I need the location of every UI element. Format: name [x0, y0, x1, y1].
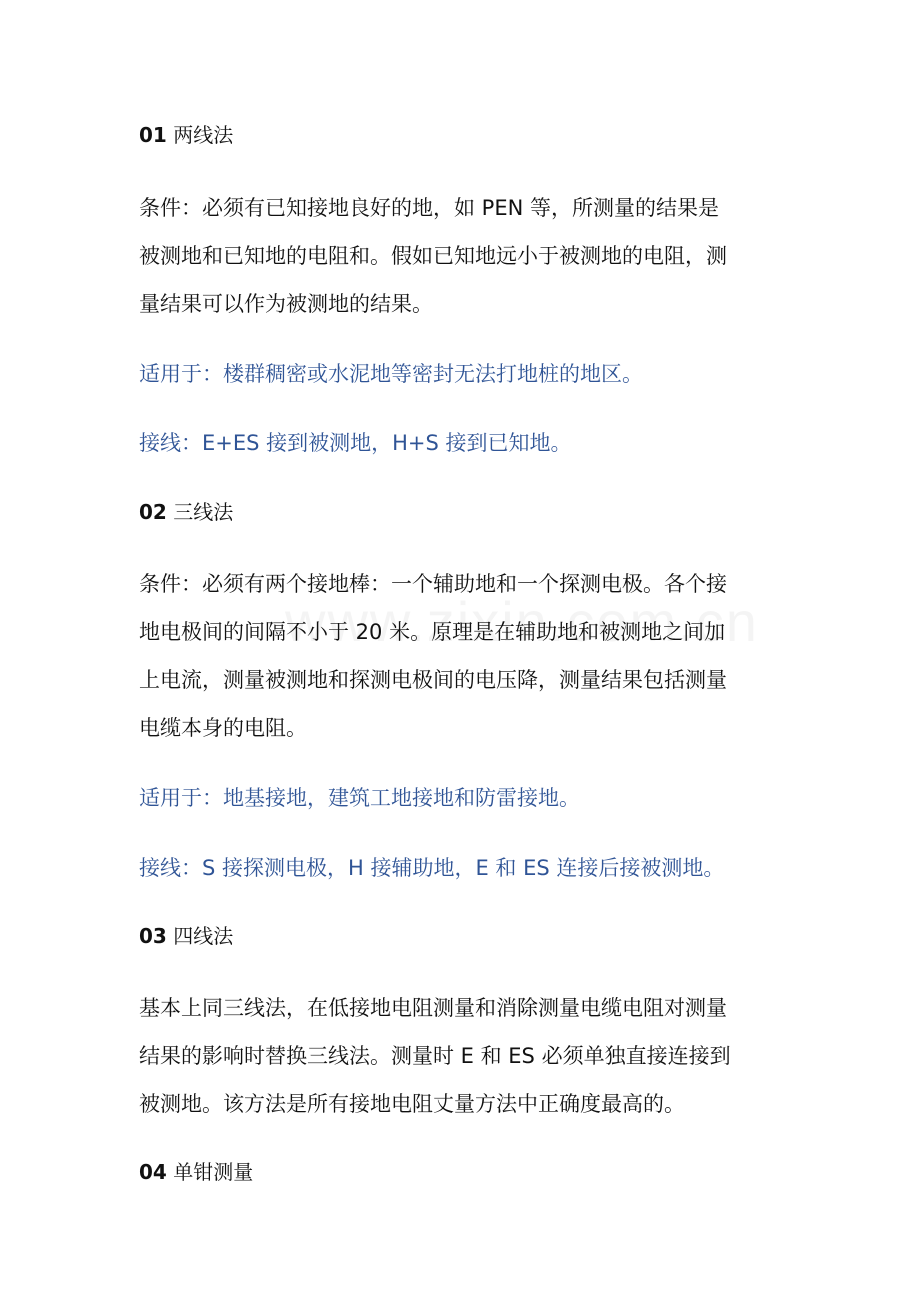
section-02-condition-line-2: 地电极间的间隔不小于 20 米。原理是在辅助地和被测地之间加 [139, 620, 726, 644]
section-04-heading [139, 1157, 253, 1187]
section-02-condition-line-1: 条件：必须有两个接地棒：一个辅助地和一个探测电极。各个接 [139, 572, 727, 596]
section-number: 02 [139, 500, 167, 524]
section-01-condition-line-2: 被测地和已知地的电阻和。假如已知地远小于被测地的电阻，测 [139, 244, 727, 268]
section-02-wiring: 接线：S 接探测电极，H 接辅助地，E 和 ES 连接后接被测地。 [139, 856, 725, 880]
section-title: 三线法 [173, 500, 234, 524]
section-03-body-line-1: 基本上同三线法，在低接地电阻测量和消除测量电缆电阻对测量 [139, 996, 727, 1020]
section-03-heading [139, 921, 233, 951]
section-02-condition-line-4: 电缆本身的电阻。 [139, 716, 307, 740]
section-title: 四线法 [173, 924, 234, 948]
section-number: 03 [139, 924, 167, 948]
section-01-heading [139, 120, 233, 150]
section-03-body-line-2: 结果的影响时替换三线法。测量时 E 和 ES 必须单独直接连接到 [139, 1044, 731, 1068]
section-number: 04 [139, 1160, 167, 1184]
section-01-applicable: 适用于：楼群稠密或水泥地等密封无法打地桩的地区。 [139, 362, 643, 386]
section-02-applicable: 适用于：地基接地，建筑工地接地和防雷接地。 [139, 786, 580, 810]
section-number: 01 [139, 123, 167, 147]
section-title: 单钳测量 [173, 1160, 254, 1184]
section-01-condition-line-3: 量结果可以作为被测地的结果。 [139, 292, 433, 316]
section-02-heading [139, 497, 233, 527]
section-03-body-line-3: 被测地。该方法是所有接地电阻丈量方法中正确度最高的。 [139, 1092, 685, 1116]
section-title: 两线法 [173, 123, 234, 147]
section-01-wiring: 接线：E+ES 接到被测地，H+S 接到已知地。 [139, 431, 572, 455]
section-01-condition-line-1: 条件：必须有已知接地良好的地，如 PEN 等，所测量的结果是 [139, 196, 719, 220]
section-02-condition-line-3: 上电流，测量被测地和探测电极间的电压降，测量结果包括测量 [139, 668, 727, 692]
